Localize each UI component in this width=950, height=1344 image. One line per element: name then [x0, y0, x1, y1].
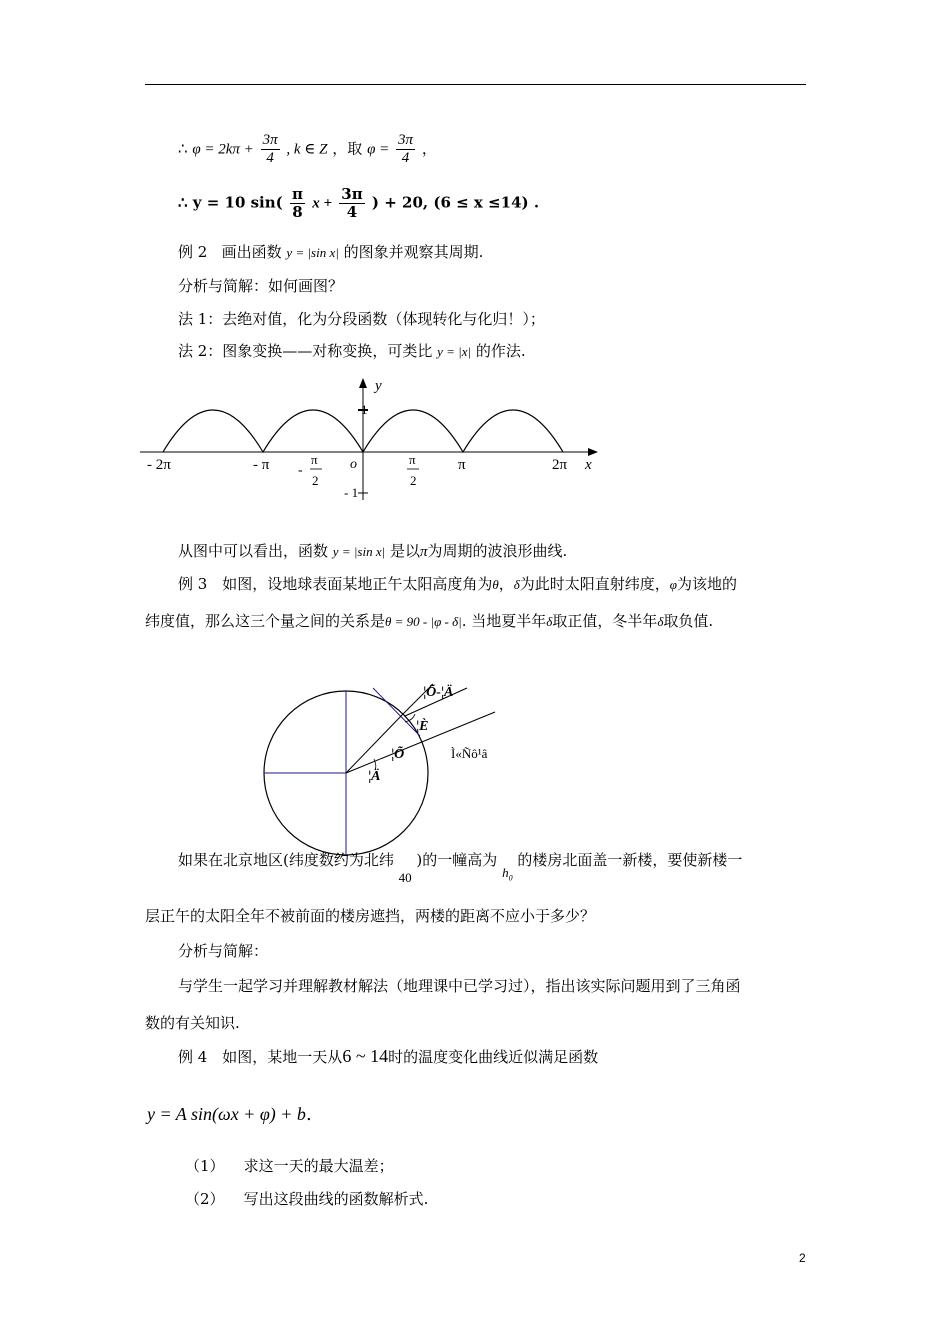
example-4: 例 4 如图，某地一天从6 ~ 14时的温度变化曲线近似满足函数	[178, 1046, 599, 1066]
tick-neg-sign: -	[298, 463, 303, 478]
origin-label: o	[350, 457, 357, 472]
tick-neg-half-pi-den: 2	[312, 473, 319, 488]
beijing-line-1: 如果在北京地区(纬度数约为北纬 40 )的一幢高为 $h_0$ 的楼房北面盖一新楼，要使新楼一	[178, 851, 743, 885]
example-2: 例 2 画出函数 y = |sin x| 的图象并观察其周期.	[178, 243, 484, 261]
earth-sun-diagram	[255, 670, 515, 860]
label-phi: ¦Õ	[391, 747, 405, 762]
question-2: （2） 写出这段曲线的函数解析式.	[185, 1190, 429, 1208]
label-delta: ¦Ä	[368, 769, 381, 784]
formula-temperature: ∴ y = 10 sin( $\frac{\pi}{8}$ x + $\frac{3\pi}{4}$ ) + 20, (6 ≤ x ≤14) .	[178, 185, 540, 221]
tick-half-pi-num: π	[409, 452, 416, 467]
example-3-line-2: 纬度值，那么这三个量之间的关系是θ = 90 - |φ - δ|. 当地夏半年δ取正值，冬半年δ取负值.	[145, 612, 714, 630]
tick-neg-half-pi-num: π	[311, 452, 318, 467]
fraction-3pi-4-c: $\frac{3\pi}{4}$	[341, 185, 363, 221]
label-theta: ¦È	[416, 719, 429, 734]
tick-neg-pi: - π	[253, 457, 270, 473]
method-2: 法 2：图象变换——对称变换，可类比 y = |x| 的作法.	[178, 342, 526, 360]
one-label: 1	[361, 402, 368, 417]
fraction-3pi-4: $\frac{3\pi}{4}$	[262, 132, 278, 166]
tick-half-pi-den: 2	[410, 473, 417, 488]
question-1: （1） 求这一天的最大温差；	[185, 1157, 394, 1175]
conclusion: 从图中可以看出，函数 y = |sin x| 是以π为周期的波浪形曲线.	[178, 542, 568, 560]
analysis-2: 分析与简解：	[178, 942, 269, 960]
teach-line-2: 数的有关知识.	[145, 1014, 240, 1032]
example-3-line-1: 例 3 如图，设地球表面某地正午太阳高度角为θ，δ为此时太阳直射纬度，φ为该地的	[178, 575, 738, 593]
y-axis-arrow	[359, 378, 367, 388]
fraction-3pi-4-b: $\frac{3\pi}{4}$	[398, 132, 414, 166]
x-axis-arrow	[588, 448, 598, 456]
beijing-line-2: 层正午的太阳全年不被前面的楼房遮挡，两楼的距离不应小于多少？	[145, 907, 596, 925]
formula-phi-general: ∴ φ = 2kπ + $\frac{3\pi}{4}$ , k ∈ Z ，取 φ = $\frac{3\pi}{4}$ ，	[178, 132, 437, 166]
fraction-pi-8: $\frac{\pi}{8}$	[292, 185, 303, 221]
tick-2pi: 2π	[552, 457, 568, 473]
label-sun: Ì«Ñô¹â	[451, 746, 488, 761]
therefore-symbol: ∴	[178, 139, 188, 158]
radius-phi	[346, 714, 403, 773]
y-label: y	[375, 378, 382, 394]
neg-one-label: - 1	[344, 485, 359, 500]
teach-line-1: 与学生一起学习并理解教材解法（地理课中已学习过），指出该实际问题用到了三角函	[178, 977, 741, 995]
formula-4: y = A sin(ωx + φ) + b.	[147, 1104, 312, 1125]
x-label: x	[585, 457, 592, 473]
tick-pi: π	[458, 457, 466, 473]
analysis-1: 分析与简解：如何画图？	[178, 277, 344, 295]
tick-neg-2pi: - 2π	[147, 457, 171, 473]
method-1: 法 1：去绝对值，化为分段函数（体现转化与化归！）；	[178, 310, 545, 328]
label-phi-minus-delta: ¦Õ-¦Ä	[423, 685, 454, 700]
page-number: 2	[799, 1251, 806, 1265]
header-rule	[145, 84, 806, 85]
abs-sin-graph	[130, 372, 610, 507]
